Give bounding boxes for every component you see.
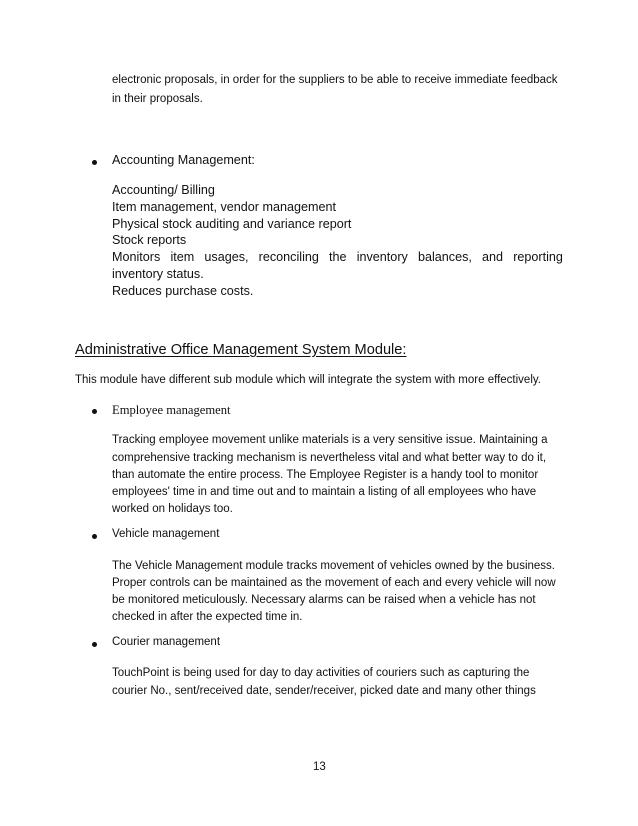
employee-line: comprehensive tracking mechanism is nevertheless vital and what better way to do it, [112,452,547,464]
employee-line: employees' time in and time out and to maintain a listing of all employees who have [112,486,537,498]
bullet-icon [92,534,97,539]
word: inventory [356,250,408,264]
bullet-icon [92,642,97,647]
word: and [482,250,504,264]
vehicle-line: be monitored meticulously. Necessary alarms can be raised when a vehicle has not [112,594,536,606]
accounting-title: Accounting Management: [112,153,255,167]
word: the [329,250,347,264]
accounting-item: Stock reports [112,233,187,247]
vehicle-title: Vehicle management [112,528,220,540]
monitors-line-2: inventory status. [112,267,204,281]
accounting-item: Reduces purchase costs. [112,284,254,298]
word: item [170,250,195,264]
employee-line: Tracking employee movement unlike materials is a very sensitive issue. Maintaining a [112,434,548,446]
bullet-icon [92,160,97,165]
word: reporting [513,250,563,264]
accounting-item: Item management, vendor management [112,200,337,214]
courier-line: TouchPoint is being used for day to day activities of couriers such as capturing the [112,667,530,679]
page-number: 13 [313,761,326,773]
employee-line: than automate the entire process. The Employee Register is a handy tool to monitor [112,469,539,481]
word: usages, [204,250,249,264]
word: reconciling [258,250,319,264]
courier-line: courier No., sent/received date, sender/receiver, picked date and many other things [112,685,536,697]
vehicle-line: checked in after the expected time in. [112,611,303,623]
section-intro: This module have different sub module which will integrate the system with more effectively. [75,374,541,386]
word: balances, [417,250,472,264]
section-heading: Administrative Office Management System Module: [75,342,407,358]
word: Monitors [112,250,161,264]
intro-line-1: electronic proposals, in order for the suppliers to be able to receive immediate feedback [112,74,558,86]
accounting-item: Physical stock auditing and variance report [112,217,352,231]
vehicle-line: Proper controls can be maintained as the movement of each and every vehicle will now [112,577,556,589]
accounting-item: Accounting/ Billing [112,183,215,197]
courier-title: Courier management [112,636,221,648]
monitors-line-1 [112,250,563,264]
vehicle-line: The Vehicle Management module tracks movement of vehicles owned by the business. [112,560,555,572]
employee-line: worked on holidays too. [112,503,233,515]
bullet-icon [92,409,97,414]
employee-title: Employee management [112,403,231,417]
intro-line-2: in their proposals. [112,93,203,105]
